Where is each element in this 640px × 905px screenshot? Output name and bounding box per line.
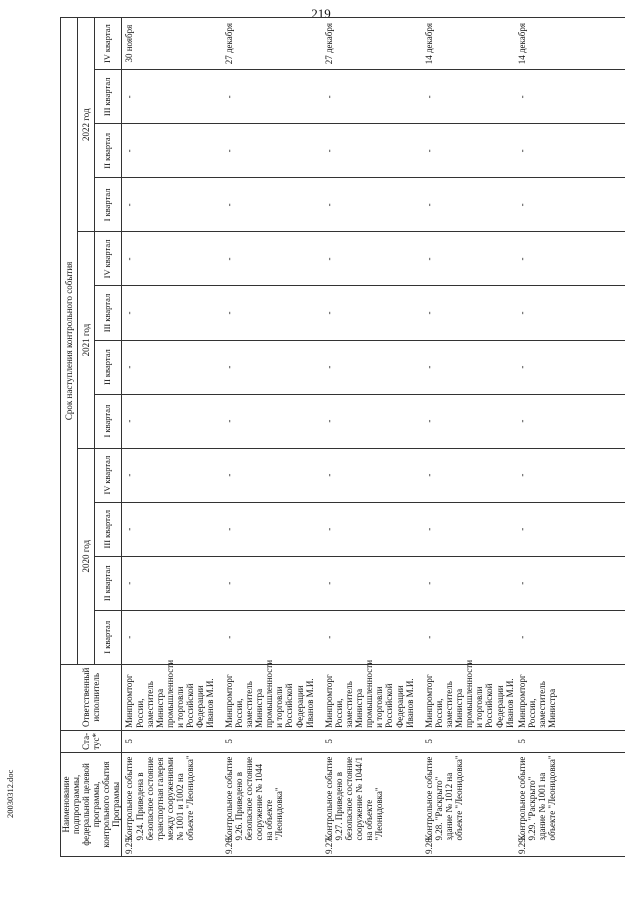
event-status: 5 [422, 730, 515, 752]
quarter-value: - [222, 610, 322, 664]
header-year-2021: 2021 год [77, 232, 94, 448]
quarter-header: III квартал [94, 286, 122, 340]
quarter-value: - [422, 394, 515, 448]
quarter-header: IV квартал [94, 18, 122, 70]
header-period: Срок наступления контрольного события [61, 18, 78, 665]
schedule-table [60, 17, 625, 857]
quarter-value: - [222, 232, 322, 286]
quarter-value: - [122, 556, 222, 610]
event-responsible: Минпромторг России, заместитель Министра [515, 664, 625, 730]
row-number: 9.28. [422, 843, 515, 857]
quarter-value: - [222, 340, 322, 394]
quarter-value: - [222, 556, 322, 610]
quarter-value: - [122, 502, 222, 556]
header-responsible: Ответственный исполнитель [61, 664, 122, 730]
event-responsible: Минпромторг России, заместитель Министра промышленности и торговли Российской Федерации Иванов М.И. [122, 664, 222, 730]
event-name: Контрольное событие 9.29. "Раскрыто" здание № 1001 на объекте "Леонидовка" [515, 752, 625, 842]
quarter-value: - [122, 394, 222, 448]
quarter-header: IV квартал [94, 232, 122, 286]
header-name: Наименование подпрограммы, федеральной целевой программы, контрольного события Программы [61, 752, 122, 856]
quarter-value: - [222, 448, 322, 502]
quarter-value: - [515, 394, 625, 448]
quarter-header: I квартал [94, 610, 122, 664]
quarter-value: - [122, 178, 222, 232]
footer-filename: 20030312.doc [5, 769, 15, 818]
quarter-value: - [422, 448, 515, 502]
quarter-value: - [122, 70, 222, 124]
quarter-value: - [515, 610, 625, 664]
quarter-value: - [322, 70, 422, 124]
quarter-value: - [515, 124, 625, 178]
quarter-value: - [422, 610, 515, 664]
row-number: 9.25. [122, 843, 222, 857]
event-deadline: 14 декабря [515, 18, 625, 70]
quarter-value: - [322, 556, 422, 610]
row-number: 9.29. [515, 843, 625, 857]
quarter-value: - [322, 610, 422, 664]
event-deadline: 27 декабря [222, 18, 322, 70]
event-status: 5 [322, 730, 422, 752]
quarter-value: - [122, 340, 222, 394]
quarter-value: - [515, 70, 625, 124]
quarter-header: III квартал [94, 70, 122, 124]
quarter-value: - [322, 502, 422, 556]
quarter-value: - [322, 178, 422, 232]
quarter-value: - [422, 178, 515, 232]
event-name: Контрольное событие 9.24. Приведена в безопасное состояние транспортная галерея между сооружениями № 1001 и 1002 на объекте "Леонидовка" [122, 752, 222, 842]
quarter-value: - [122, 124, 222, 178]
quarter-value: - [222, 286, 322, 340]
table-row [322, 18, 422, 857]
table-row [422, 18, 515, 857]
event-name: Контрольное событие 9.28. "Раскрыто" здание № 1012 на объекте "Леонидовка" [422, 752, 515, 842]
quarter-value: - [222, 70, 322, 124]
event-name: Контрольное событие 9.27. Приведено в безопасное состояние сооружение № 1044/1 на объекте "Леонидовка" [322, 752, 422, 842]
table-body [122, 18, 625, 857]
quarter-value: - [222, 124, 322, 178]
quarter-header: II квартал [94, 340, 122, 394]
event-deadline: 30 ноября [122, 18, 222, 70]
quarter-value: - [515, 556, 625, 610]
quarter-value: - [422, 556, 515, 610]
event-name: Контрольное событие 9.26. Приведено в безопасное состояние сооружение № 1044 на объекте "Леонидовка" [222, 752, 322, 842]
event-responsible: Минпромторг России, заместитель Министра промышленности и торговли Российской Федерации Иванов М.И. [422, 664, 515, 730]
event-status: 5 [515, 730, 625, 752]
quarter-header: I квартал [94, 394, 122, 448]
event-status: 5 [122, 730, 222, 752]
event-status: 5 [222, 730, 322, 752]
quarter-header: III квартал [94, 502, 122, 556]
quarter-value: - [422, 340, 515, 394]
event-responsible: Минпромторг России, заместитель Министра промышленности и торговли Российской Федерации Иванов М.И. [222, 664, 322, 730]
header-year-2022: 2022 год [77, 18, 94, 232]
quarter-value: - [422, 502, 515, 556]
quarter-value: - [322, 232, 422, 286]
quarter-value: - [422, 286, 515, 340]
header-status: Ста- тус* [61, 730, 122, 752]
quarter-value: - [515, 178, 625, 232]
quarter-value: - [322, 124, 422, 178]
quarter-header: II квартал [94, 556, 122, 610]
quarter-value: - [422, 70, 515, 124]
quarter-value: - [122, 286, 222, 340]
quarter-value: - [515, 340, 625, 394]
header-year-2020: 2020 год [77, 448, 94, 664]
quarter-value: - [122, 448, 222, 502]
quarter-value: - [515, 286, 625, 340]
quarter-value: - [515, 448, 625, 502]
quarter-value: - [122, 232, 222, 286]
quarter-value: - [515, 502, 625, 556]
quarter-value: - [322, 286, 422, 340]
row-number: 9.27. [322, 843, 422, 857]
quarter-value: - [422, 124, 515, 178]
quarter-value: - [322, 448, 422, 502]
table-row [515, 18, 625, 857]
quarter-value: - [222, 394, 322, 448]
row-number: 9.26. [222, 843, 322, 857]
quarter-header: I квартал [94, 178, 122, 232]
quarter-value: - [122, 610, 222, 664]
rotated-table-container [60, 17, 570, 857]
quarter-header: IV квартал [94, 448, 122, 502]
page-number: 219 [311, 6, 331, 21]
quarter-header: II квартал [94, 124, 122, 178]
quarter-value: - [515, 232, 625, 286]
event-responsible: Минпромторг России, заместитель Министра промышленности и торговли Российской Федерации Иванов М.И. [322, 664, 422, 730]
quarter-value: - [222, 502, 322, 556]
table-row [222, 18, 322, 857]
quarter-value: - [322, 394, 422, 448]
quarter-value: - [222, 178, 322, 232]
event-deadline: 14 декабря [422, 18, 515, 70]
table-row [122, 18, 222, 857]
quarter-value: - [422, 232, 515, 286]
event-deadline: 27 декабря [322, 18, 422, 70]
quarter-value: - [322, 340, 422, 394]
